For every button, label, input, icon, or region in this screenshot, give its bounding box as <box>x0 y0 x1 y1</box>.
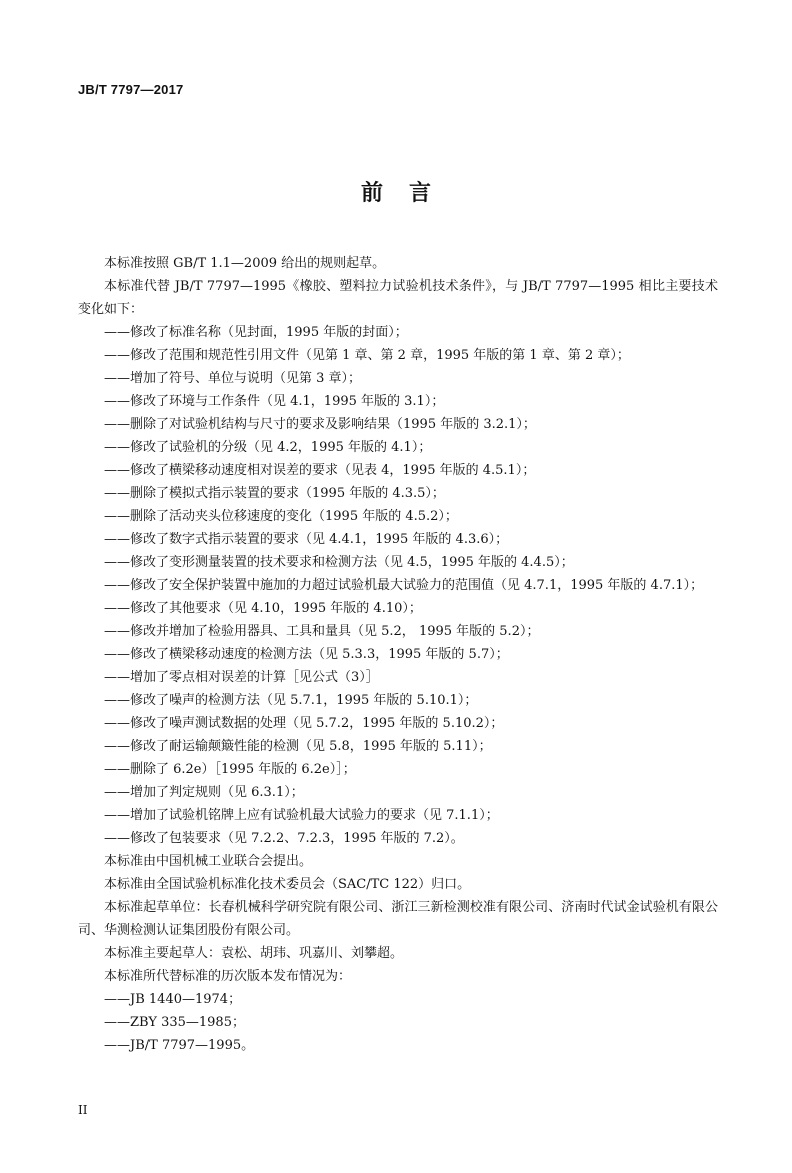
paragraph-proposer: 本标准由中国机械工业联合会提出。 <box>104 854 313 869</box>
history-item: ——JB 1440—1974； <box>104 992 242 1007</box>
change-item: ——删除了活动夹头位移速度的变化（1995 年版的 4.5.2）； <box>104 509 458 524</box>
change-item: ——删除了模拟式指示装置的要求（1995 年版的 4.3.5）； <box>104 486 445 501</box>
change-item: ——修改了横梁移动速度相对误差的要求（见表 4，1995 年版的 4.5.1）； <box>104 463 536 478</box>
change-item: ——增加了符号、单位与说明（见第 3 章）； <box>104 371 362 386</box>
change-item: ——修改了横梁移动速度的检测方法（见 5.3.3，1995 年版的 5.7）； <box>104 647 509 662</box>
change-item: ——增加了判定规则（见 6.3.1）； <box>104 785 304 800</box>
change-item: ——修改了范围和规范性引用文件（见第 1 章、第 2 章，1995 年版的第 1 章、第 2 章）； <box>104 348 630 363</box>
change-item: ——修改了包装要求（见 7.2.2、7.2.3，1995 年版的 7.2）。 <box>104 831 464 846</box>
change-item: ——修改了耐运输颠簸性能的检测（见 5.8，1995 年版的 5.11）； <box>104 739 492 754</box>
page-title: 前言 <box>360 181 457 206</box>
change-item: ——增加了试验机铭牌上应有试验机最大试验力的要求（见 7.1.1）； <box>104 808 499 823</box>
paragraph-history-intro: 本标准所代替标准的历次版本发布情况为： <box>104 969 352 984</box>
change-item: ——修改了噪声的检测方法（见 5.7.1，1995 年版的 5.10.1）； <box>104 693 478 708</box>
page-number: II <box>78 1103 88 1117</box>
changes-list <box>78 321 718 850</box>
change-item: ——增加了零点相对误差的计算［见公式（3）］ <box>104 670 379 685</box>
change-item: ——修改了数字式指示装置的要求（见 4.4.1，1995 年版的 4.3.6）； <box>104 532 509 547</box>
history-list <box>78 988 718 1057</box>
document-code: JB/T 7797—2017 <box>78 82 184 97</box>
change-item: ——修改了其他要求（见 4.10，1995 年版的 4.10）； <box>104 601 422 616</box>
history-item: ——ZBY 335—1985； <box>104 1015 245 1030</box>
paragraph-replacement: 本标准代替 JB/T 7797—1995《橡胶、塑料拉力试验机技术条件》，与 JB/T 7797—1995 相比主要技术变化如下： <box>78 279 718 317</box>
paragraph-drafting-units: 本标准起草单位：长春机械科学研究院有限公司、浙江三新检测校准有限公司、济南时代试金试验机有限公司、华测检测认证集团股份有限公司。 <box>78 900 718 938</box>
paragraph-committee: 本标准由全国试验机标准化技术委员会（SAC/TC 122）归口。 <box>104 877 471 892</box>
paragraph-drafting-rules: 本标准按照 GB/T 1.1—2009 给出的规则起草。 <box>104 256 386 271</box>
history-item: ——JB/T 7797—1995。 <box>104 1038 255 1053</box>
change-item: ——修改了变形测量装置的技术要求和检测方法（见 4.5，1995 年版的 4.4.5）； <box>104 555 574 570</box>
change-item: ——修改了标准名称（见封面，1995 年版的封面）； <box>104 325 408 340</box>
foreword-body <box>78 252 718 1057</box>
paragraph-drafters: 本标准主要起草人：袁松、胡玮、巩嘉川、刘攀超。 <box>104 946 404 961</box>
change-item: ——修改了安全保护装置中施加的力超过试验机最大试验力的范围值（见 4.7.1，1995 年版的 4.7.1）； <box>104 578 704 593</box>
change-item: ——删除了 6.2e）［1995 年版的 6.2e）］； <box>104 762 356 777</box>
change-item: ——修改了环境与工作条件（见 4.1，1995 年版的 3.1）； <box>104 394 445 409</box>
change-item: ——修改并增加了检验用器具、工具和量具（见 5.2， 1995 年版的 5.2）； <box>104 624 540 639</box>
change-item: ——删除了对试验机结构与尺寸的要求及影响结果（1995 年版的 3.2.1）； <box>104 417 536 432</box>
change-item: ——修改了试验机的分级（见 4.2，1995 年版的 4.1）； <box>104 440 432 455</box>
change-item: ——修改了噪声测试数据的处理（见 5.7.2，1995 年版的 5.10.2）； <box>104 716 504 731</box>
